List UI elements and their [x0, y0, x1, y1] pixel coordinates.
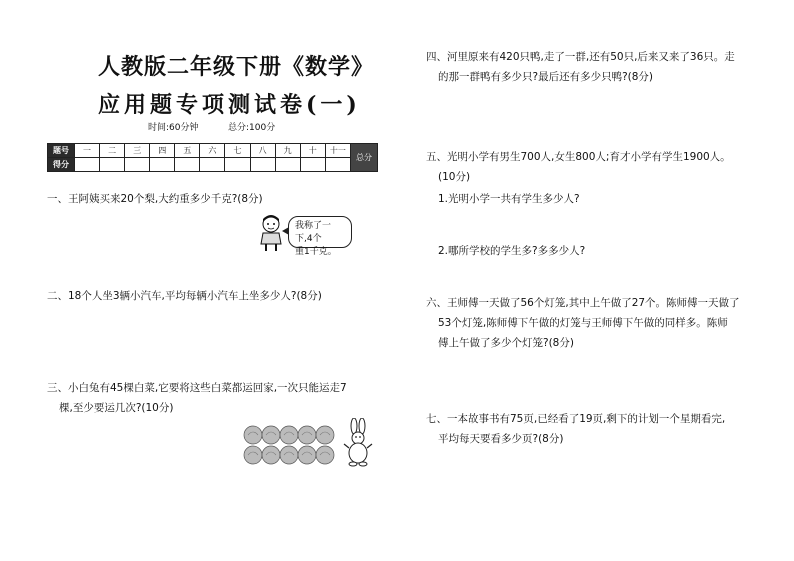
cabbage-icon — [243, 424, 335, 466]
score-table — [47, 143, 378, 172]
col-label: 六 — [200, 144, 225, 158]
score-cell[interactable] — [250, 158, 275, 172]
question-number-label: 题号 — [48, 144, 75, 158]
col-label: 三 — [125, 144, 150, 158]
bubble-line-1: 我称了一下,4个 — [295, 221, 332, 244]
col-label: 十 — [300, 144, 325, 158]
page-subtitle: 应用题专项测试卷(一) — [98, 92, 361, 118]
question-5-line-2: (10分) — [438, 171, 471, 183]
question-6-line-2: 53个灯笼,陈师傅下午做的灯笼与王师傅下午做的同样多。陈师 — [438, 317, 728, 329]
score-table-header-row — [48, 144, 378, 158]
col-label: 二 — [100, 144, 125, 158]
score-cell[interactable] — [300, 158, 325, 172]
score-cell[interactable] — [125, 158, 150, 172]
col-label: 九 — [275, 144, 300, 158]
time-limit: 时间:60分钟 — [148, 123, 199, 133]
question-4-line-1: 四、河里原来有420只鸭,走了一群,还有50只,后来又来了36只。走 — [426, 51, 735, 63]
question-7-line-1: 七、一本故事书有75页,已经看了19页,剩下的计划一个星期看完, — [426, 413, 726, 425]
score-cell[interactable] — [75, 158, 100, 172]
question-6-line-3: 傅上午做了多少个灯笼?(8分) — [438, 337, 574, 349]
score-cell[interactable] — [150, 158, 175, 172]
question-5-part-1: 1.光明小学一共有学生多少人? — [438, 193, 580, 205]
question-2: 二、18个人坐3辆小汽车,平均每辆小汽车上坐多少人?(8分) — [47, 290, 322, 302]
rabbit-icon — [343, 418, 373, 468]
page-title: 人教版二年级下册《数学》 — [98, 54, 375, 80]
score-label: 得分 — [48, 158, 75, 172]
score-cell[interactable] — [225, 158, 250, 172]
bubble-line-2: 重1千克。 — [295, 247, 337, 257]
question-5-line-1: 五、光明小学有男生700人,女生800人;育才小学有学生1900人。 — [426, 151, 731, 163]
score-cell[interactable] — [100, 158, 125, 172]
score-cell[interactable] — [325, 158, 350, 172]
col-label: 七 — [225, 144, 250, 158]
score-cell[interactable] — [175, 158, 200, 172]
question-7-line-2: 平均每天要看多少页?(8分) — [438, 433, 564, 445]
question-1: 一、王阿姨买来20个梨,大约重多少千克?(8分) — [47, 193, 263, 205]
score-cell[interactable] — [275, 158, 300, 172]
child-figure-icon — [258, 214, 284, 252]
col-label: 十一 — [325, 144, 350, 158]
speech-bubble — [288, 216, 352, 257]
question-3-line-2: 棵,至少要运几次?(10分) — [59, 402, 174, 414]
question-4-line-2: 的那一群鸭有多少只?最后还有多少只鸭?(8分) — [438, 71, 654, 83]
col-label: 一 — [75, 144, 100, 158]
score-table-score-row — [48, 158, 378, 172]
total-label: 总分 — [351, 144, 378, 172]
col-label: 四 — [150, 144, 175, 158]
total-score: 总分:100分 — [228, 123, 276, 133]
question-5-part-2: 2.哪所学校的学生多?多多少人? — [438, 245, 586, 257]
question-6-line-1: 六、王师傅一天做了56个灯笼,其中上午做了27个。陈师傅一天做了 — [426, 297, 740, 309]
score-cell[interactable] — [200, 158, 225, 172]
question-3-line-1: 三、小白兔有45棵白菜,它要将这些白菜都运回家,一次只能运走7 — [47, 382, 347, 394]
col-label: 五 — [175, 144, 200, 158]
col-label: 八 — [250, 144, 275, 158]
